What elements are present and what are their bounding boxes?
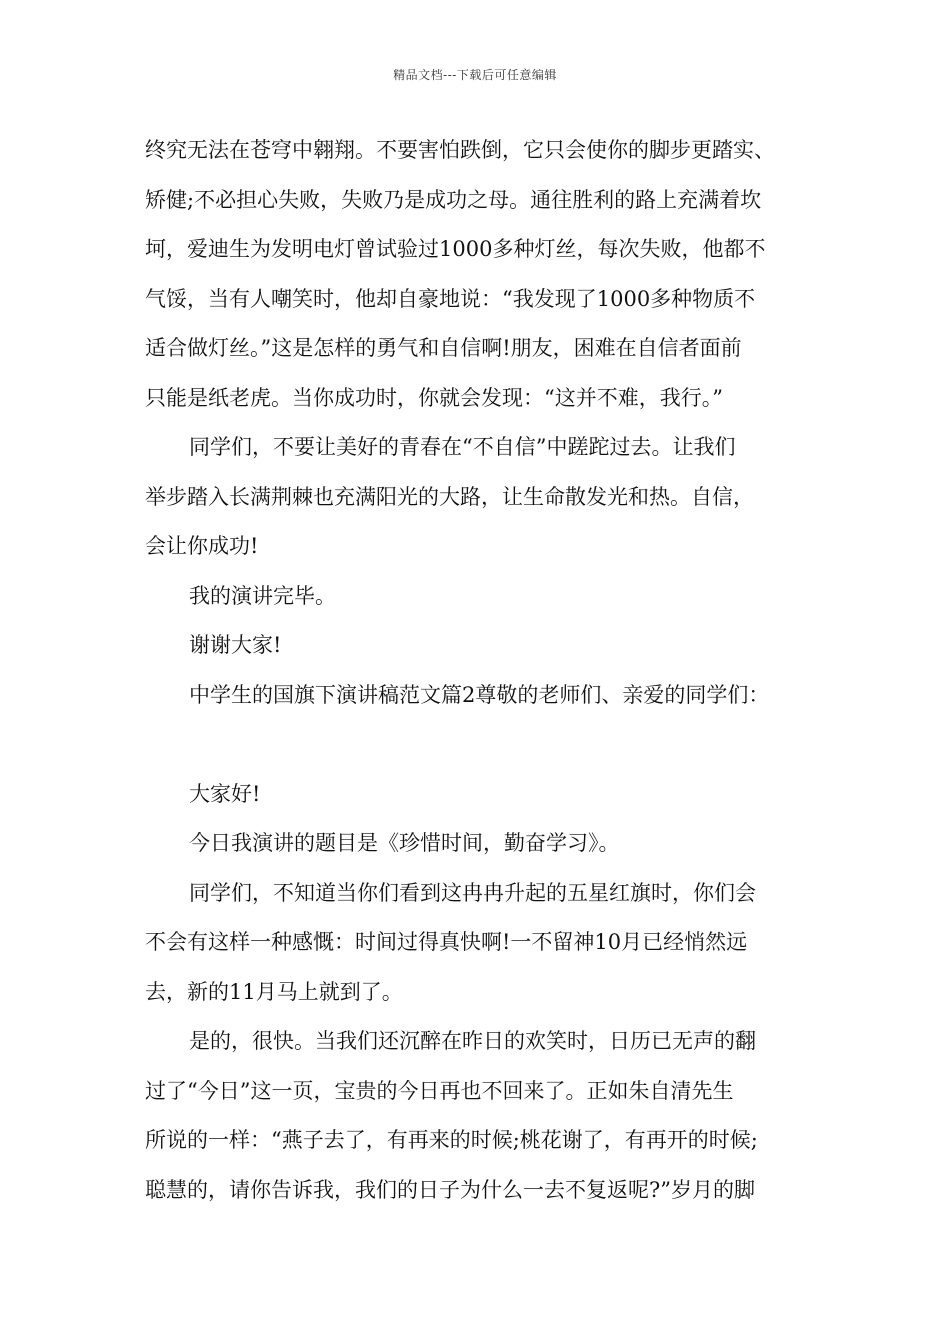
text-line: 谢谢大家! [189, 633, 282, 657]
text-line: 我的演讲完毕。 [189, 583, 336, 608]
text-line: 是的，很快。当我们还沉醉在昨日的欢笑时，日历已无声的翻 [189, 1029, 756, 1053]
page-header: 精品文档---下载后可任意编辑 [393, 68, 557, 82]
text-line: 过了“今日”这一页，宝贵的今日再也不回来了。正如朱自清先生 [145, 1078, 734, 1103]
text-line: 气馁，当有人嘲笑时，他却自豪地说：“我发现了1000多种物质不 [145, 286, 756, 311]
text-line: 聪慧的，请你告诉我，我们的日子为什么一去不复返呢?”岁月的脚 [145, 1177, 755, 1202]
text-line: 大家好! [189, 781, 261, 806]
text-line: 所说的一样：“燕子去了，有再来的时候;桃花谢了，有再开的时候; [145, 1128, 758, 1152]
text-line: 同学们，不要让美好的青春在“不自信”中蹉跎过去。让我们 [189, 435, 736, 459]
text-line: 会让你成功! [145, 534, 259, 558]
text-line: 不会有这样一种感慨：时间过得真快啊!一不留神10月已经悄然远 [145, 930, 748, 954]
section-heading-line: 中学生的国旗下演讲稿范文篇2尊敬的老师们、亲爱的同学们： [189, 682, 770, 707]
text-line: 去，新的11月马上就到了。 [145, 979, 403, 1004]
text-line: 今日我演讲的题目是《珍惜时间，勤奋学习》。 [189, 831, 620, 855]
text-line: 坷，爱迪生为发明电灯曾试验过1000多种灯丝，每次失败，他都不 [145, 237, 766, 261]
text-line: 终究无法在苍穹中翱翔。不要害怕跌倒，它只会使你的脚步更踏实、 [145, 138, 775, 162]
text-line: 适合做灯丝。”这是怎样的勇气和自信啊!朋友，困难在自信者面前 [145, 336, 742, 360]
blank-gap [145, 720, 825, 770]
text-line: 同学们，不知道当你们看到这冉冉升起的五星红旗时，你们会 [189, 880, 756, 905]
text-line: 只能是纸老虎。当你成功时，你就会发现：“这并不难，我行。” [145, 385, 723, 410]
document-body [145, 126, 825, 1215]
text-line: 举步踏入长满荆棘也充满阳光的大路，让生命散发光和热。自信， [145, 484, 754, 509]
text-line: 矫健;不必担心失败，失败乃是成功之母。通往胜利的路上充满着坎 [145, 187, 762, 212]
